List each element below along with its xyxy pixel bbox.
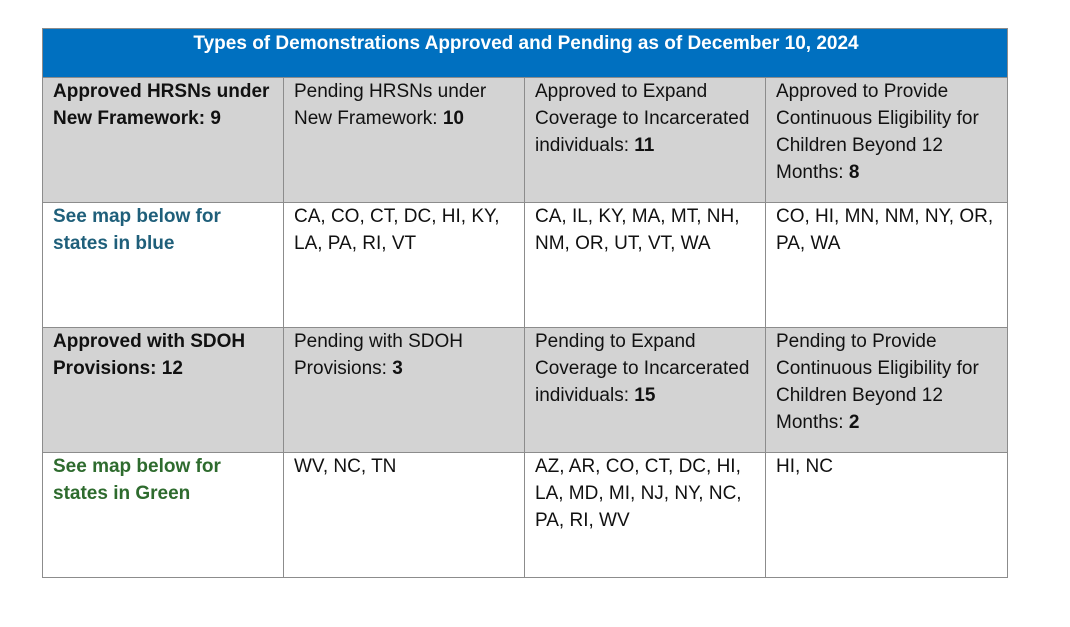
approved-incarcerated-label: Approved to Expand Coverage to Incarcerated individuals: bbox=[535, 81, 750, 156]
pending-incarcerated-label: Pending to Expand Coverage to Incarcerated individuals: bbox=[535, 331, 750, 406]
pending-continuous-eligibility-label: Pending to Provide Continuous Eligibility for Children Beyond 12 Months: bbox=[776, 331, 979, 433]
pending-hrsns-cell bbox=[284, 78, 525, 203]
pending-continuous-eligibility-count: 2 bbox=[848, 412, 860, 433]
approved-incarcerated-cell bbox=[525, 78, 766, 203]
states-list: HI, NC bbox=[776, 456, 833, 477]
pending-incarcerated-states bbox=[525, 453, 766, 578]
blue-map-note-cell bbox=[43, 203, 284, 328]
approved-hrsns-label: Approved HRSNs under New Framework: 9 bbox=[53, 81, 270, 129]
states-list: AZ, AR, CO, CT, DC, HI, LA, MD, MI, NJ, NY, NC, PA, RI, WV bbox=[535, 456, 742, 531]
approved-continuous-eligibility-cell bbox=[766, 78, 1008, 203]
green-map-note: See map below for states in Green bbox=[53, 456, 221, 504]
table-title: Types of Demonstrations Approved and Pending as of December 10, 2024 bbox=[43, 29, 1008, 78]
approved-incarcerated-count: 11 bbox=[634, 135, 655, 156]
approved-sdoh-label: Approved with SDOH Provisions: 12 bbox=[53, 331, 246, 379]
approved-continuous-eligibility-count: 8 bbox=[848, 162, 860, 183]
approved-sdoh-cell bbox=[43, 328, 284, 453]
pending-sdoh-states bbox=[284, 453, 525, 578]
pending-incarcerated-cell bbox=[525, 328, 766, 453]
pending-hrsns-count: 10 bbox=[442, 108, 464, 129]
approved-incarcerated-states bbox=[525, 203, 766, 328]
table-row bbox=[43, 203, 1008, 328]
pending-continuous-eligibility-cell bbox=[766, 328, 1008, 453]
pending-sdoh-label: Pending with SDOH Provisions: bbox=[294, 331, 463, 379]
approved-hrsns-cell bbox=[43, 78, 284, 203]
table-row bbox=[43, 453, 1008, 578]
pending-sdoh-cell bbox=[284, 328, 525, 453]
approved-continuous-eligibility-label: Approved to Provide Continuous Eligibility for Children Beyond 12 Months: bbox=[776, 81, 979, 183]
states-list: CO, HI, MN, NM, NY, OR, PA, WA bbox=[776, 206, 994, 254]
states-list: WV, NC, TN bbox=[294, 456, 397, 477]
pending-sdoh-count: 3 bbox=[392, 358, 403, 379]
approved-continuous-eligibility-states bbox=[766, 203, 1008, 328]
table-row bbox=[43, 328, 1008, 453]
states-list: CA, CO, CT, DC, HI, KY, LA, PA, RI, VT bbox=[294, 206, 500, 254]
pending-hrsns-states bbox=[284, 203, 525, 328]
green-map-note-cell bbox=[43, 453, 284, 578]
demonstrations-table bbox=[42, 28, 1008, 578]
states-list: CA, IL, KY, MA, MT, NH, NM, OR, UT, VT, WA bbox=[535, 206, 740, 254]
blue-map-note: See map below for states in blue bbox=[53, 206, 221, 254]
table-row bbox=[43, 78, 1008, 203]
pending-hrsns-label: Pending HRSNs under New Framework: bbox=[294, 81, 487, 129]
pending-continuous-eligibility-states bbox=[766, 453, 1008, 578]
demonstrations-table-container bbox=[42, 28, 1007, 578]
pending-incarcerated-count: 15 bbox=[634, 385, 656, 406]
